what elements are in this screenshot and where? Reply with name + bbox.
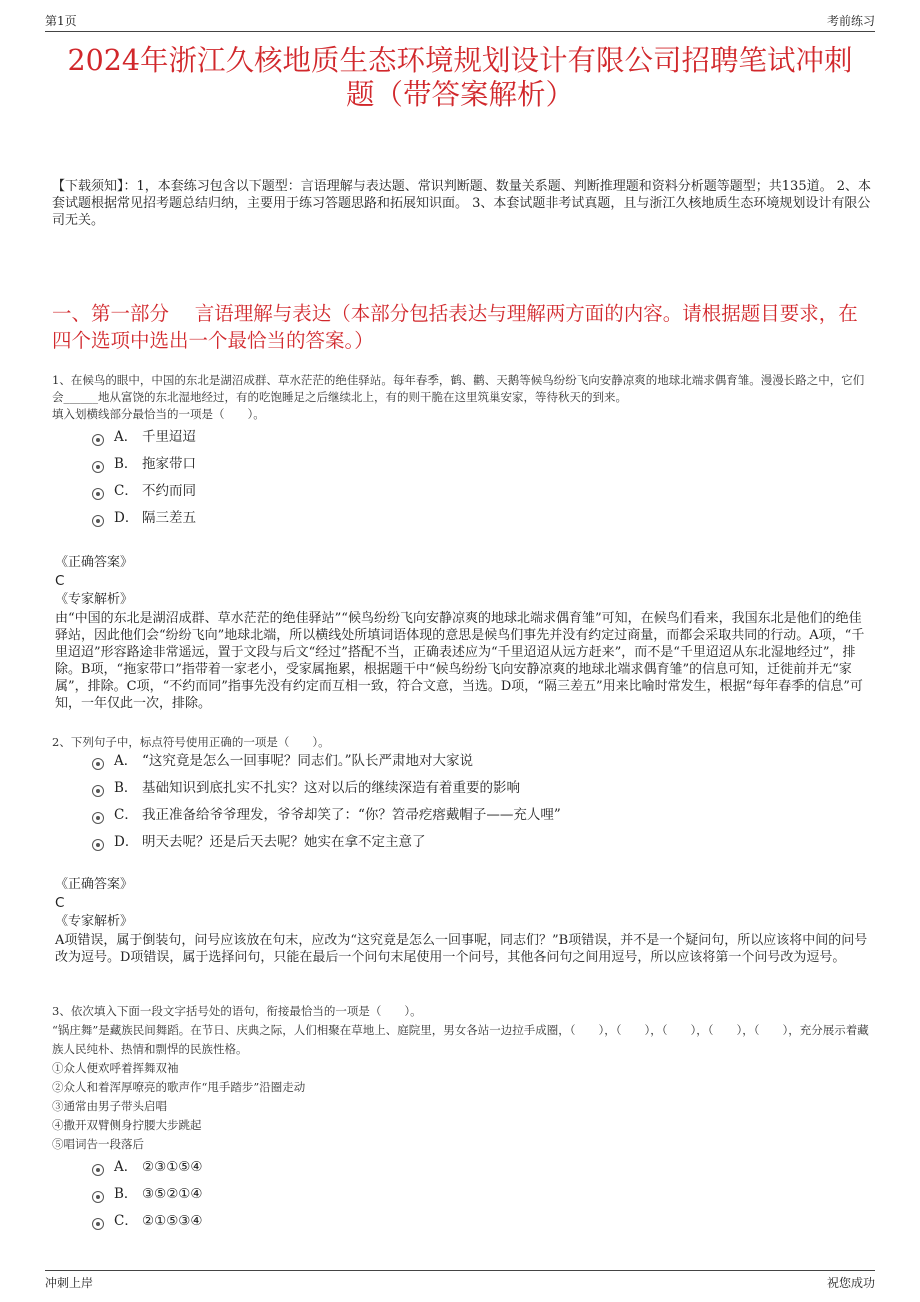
question-2-answer	[55, 876, 133, 930]
analysis-heading: 《专家解析》	[55, 592, 134, 607]
radio-icon[interactable]	[92, 515, 104, 527]
question-3-item: ⑤唱词告一段落后	[52, 1137, 144, 1151]
question-3-item: ①众人便欢呼着挥舞双袖	[52, 1061, 179, 1075]
radio-icon[interactable]	[92, 758, 104, 770]
option-a[interactable]: A． “这究竟是怎么一回事呢？同志们。”队长严肃地对大家说	[92, 752, 561, 779]
question-1	[52, 372, 872, 423]
question-1-options	[92, 428, 196, 536]
page-header	[45, 10, 875, 32]
option-b[interactable]: B． 拖家带口	[92, 455, 196, 482]
question-3-item: ④撒开双臂侧身拧腰大步跳起	[52, 1118, 202, 1132]
title-line-2: 题（带答案解析）	[345, 78, 574, 111]
analysis-heading: 《专家解析》	[55, 914, 134, 929]
question-1-analysis: 由“中国的东北是湖沼成群、草水茫茫的绝佳驿站”“候鸟纷纷飞向安静凉爽的地球北端求偶育雏”可知，在候鸟们看来，我国东北是他们的绝佳驿站，因此他们会“纷纷飞向”地球北端，所以横线处所填词语体现的意思是候鸟们事先并没有约定过商量，而都会采取共同的行动。A项，“千里迢迢”形容路途非常遥远，置于文段与后文“经过”搭配不当，正确表述应为“千里迢迢从远方赶来”，而不是“千里迢迢从东北湿地经过”，排除。B项，“拖家带口”指带着一家老小，受家属拖累，根据题干中“候鸟纷纷飞向安静凉爽的地球北端求偶育雏”的信息可知，迁徙前并无“家属”，排除。C项，“不约而同”指事先没有约定而互相一致，符合文意，当选。D项，“隔三差五”用来比喻时常发生，根据“每年春季的信息”可知，一年仅此一次，排除。	[55, 611, 865, 711]
footer-right: 祝您成功	[826, 1276, 875, 1290]
radio-icon[interactable]	[92, 1218, 104, 1230]
option-b[interactable]: B． 基础知识到底扎实不扎实？这对以后的继续深造有着重要的影响	[92, 779, 561, 806]
page-footer	[45, 1270, 875, 1292]
footer-left: 冲刺上岸	[45, 1276, 94, 1290]
answer-value: C	[55, 573, 65, 589]
option-d[interactable]: D． 明天去呢？还是后天去呢？她实在拿不定主意了	[92, 833, 561, 860]
radio-icon[interactable]	[92, 839, 104, 851]
option-d[interactable]: D． 隔三差五	[92, 509, 196, 536]
radio-icon[interactable]	[92, 785, 104, 797]
answer-value: C	[55, 895, 65, 911]
page-number: 第1页	[45, 14, 77, 28]
header-tag: 考前练习	[826, 14, 875, 28]
radio-icon[interactable]	[92, 434, 104, 446]
question-1-prompt: 填入划横线部分最恰当的一项是（ ）。	[52, 407, 265, 421]
question-3-item: ③通常由男子带头启唱	[52, 1099, 167, 1113]
question-2-analysis: A项错误，属于倒装句，问号应该放在句末，应改为“这究竟是怎么一回事呢，同志们？”B项错误，并不是一个疑问句，所以应该将中间的问号改为逗号。D项错误，属于选择问句，只能在最后一个问句末尾使用一个问号，其他各问句之间用逗号，所以应该将第一个问号改为逗号。	[55, 933, 868, 965]
radio-icon[interactable]	[92, 1191, 104, 1203]
option-a[interactable]: A． ②③①⑤④	[92, 1158, 203, 1185]
option-c[interactable]: C． 不约而同	[92, 482, 196, 509]
radio-icon[interactable]	[92, 488, 104, 500]
option-a[interactable]: A． 千里迢迢	[92, 428, 196, 455]
option-c[interactable]: C． 我正准备给爷爷理发，爷爷却笑了：“你？笤帚疙瘩戴帽子——充人哩”	[92, 806, 561, 833]
question-2-options	[92, 752, 561, 860]
title-line-1: 2024年浙江久核地质生态环境规划设计有限公司招聘笔试冲刺	[67, 44, 853, 77]
question-3-options	[92, 1158, 203, 1239]
option-c[interactable]: C． ②①⑤③④	[92, 1212, 203, 1239]
question-2	[52, 734, 872, 751]
radio-icon[interactable]	[92, 812, 104, 824]
answer-heading: 《正确答案》	[55, 555, 134, 570]
question-3-passage: “锅庄舞”是藏族民间舞蹈。在节日、庆典之际，人们相聚在草地上、庭院里，男女各站一边拉手成圈，（ ），（ ），（ ），（ ），（ ），充分展示着藏族人民纯朴、热情和剽悍的民族性格。	[52, 1023, 869, 1056]
radio-icon[interactable]	[92, 1164, 104, 1176]
download-notice: 【下载须知】：1，本套练习包含以下题型：言语理解与表达题、常识判断题、数量关系题、判断推理题和资料分析题等题型；共135道。 2、本套试题根据常见招考题总结归纳，主要用于练习答题思路和拓展知识面。 3、本套试题非考试真题，且与浙江久核地质生态环境规划设计有限公司无关。	[52, 179, 871, 228]
answer-heading: 《正确答案》	[55, 877, 134, 892]
question-2-stem: 2、下列句子中，标点符号使用正确的一项是（ ）。	[52, 735, 330, 749]
question-1-stem: 1、在候鸟的眼中，中国的东北是湖沼成群、草水茫茫的绝佳驿站。每年春季，鹤、鹳、天鹅等候鸟纷纷飞向安静凉爽的地球北端求偶育雏。漫漫长路之中，它们会______地从富饶的东北湿地经过，有的吃饱睡足之后继续北上，有的则干脆在这里筑巢安家，等待秋天的到来。	[52, 373, 865, 404]
option-b[interactable]: B． ③⑤②①④	[92, 1185, 203, 1212]
question-3-stem: 3、依次填入下面一段文字括号处的语句，衔接最恰当的一项是（ ）。	[52, 1004, 422, 1018]
question-3-item: ②众人和着浑厚嘹亮的歌声作“甩手踏步”沿圈走动	[52, 1080, 306, 1094]
radio-icon[interactable]	[92, 461, 104, 473]
question-1-answer	[55, 554, 133, 608]
section-heading: 一、第一部分 言语理解与表达（本部分包括表达与理解两方面的内容。请根据题目要求，在四个选项中选出一个最恰当的答案。）	[52, 302, 858, 352]
question-3	[52, 1002, 872, 1154]
document-title	[45, 44, 875, 112]
